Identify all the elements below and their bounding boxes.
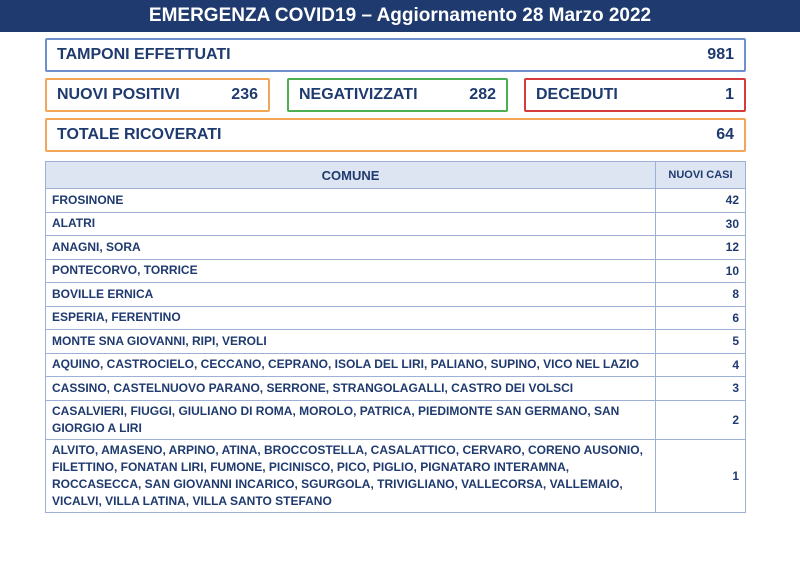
- table-row: [46, 377, 746, 401]
- comune-cell: CASALVIERI, FIUGGI, GIULIANO DI ROMA, MOROLO, PATRICA, PIEDIMONTE SAN GERMANO, SAN GIORGIO A LIRI: [46, 400, 656, 439]
- nuovi-casi-cell: 10: [656, 259, 746, 283]
- deceduti-value: 1: [725, 86, 734, 103]
- nuovi-positivi-value: 236: [231, 86, 258, 103]
- table-header-row: [46, 162, 746, 189]
- table-row: [46, 353, 746, 377]
- cases-table: [45, 161, 746, 513]
- nuovi-positivi-label: NUOVI POSITIVI: [57, 86, 180, 103]
- table-row: [46, 400, 746, 439]
- nuovi-casi-cell: 30: [656, 212, 746, 236]
- comune-cell: ALVITO, AMASENO, ARPINO, ATINA, BROCCOSTELLA, CASALATTICO, CERVARO, CORENO AUSONIO, FILETTINO, FONATAN LIRI, FUMONE, PICINISCO, PICO, PIGLIO, PIGNATARO INTERAMNA, ROCCASECCA, SAN GIOVANNI INCARICO, SGURGOLA, TRIVIGLIANO, VALLECORSA, VALLEMAIO, VICALVI, VILLA LATINA, VILLA SANTO STEFANO: [46, 439, 656, 512]
- page-title: EMERGENZA COVID19 – Aggiornamento 28 Marzo 2022: [0, 0, 800, 32]
- nuovi-casi-cell: 3: [656, 377, 746, 401]
- table-row: [46, 306, 746, 330]
- comune-cell: FROSINONE: [46, 189, 656, 213]
- column-header-comune: COMUNE: [46, 162, 656, 189]
- comune-cell: BOVILLE ERNICA: [46, 283, 656, 307]
- negativizzati-box: [287, 78, 508, 112]
- table-row: [46, 236, 746, 260]
- nuovi-casi-cell: 12: [656, 236, 746, 260]
- table-row: [46, 189, 746, 213]
- comune-cell: ALATRI: [46, 212, 656, 236]
- deceduti-label: DECEDUTI: [536, 86, 618, 103]
- table-row: [46, 283, 746, 307]
- nuovi-casi-cell: 1: [656, 439, 746, 512]
- column-header-nuovi-casi: NUOVI CASI: [656, 162, 746, 189]
- comune-cell: ANAGNI, SORA: [46, 236, 656, 260]
- comune-cell: AQUINO, CASTROCIELO, CECCANO, CEPRANO, ISOLA DEL LIRI, PALIANO, SUPINO, VICO NEL LAZIO: [46, 353, 656, 377]
- comune-cell: ESPERIA, FERENTINO: [46, 306, 656, 330]
- nuovi-positivi-box: [45, 78, 270, 112]
- tamponi-value: 981: [707, 46, 734, 63]
- deceduti-box: [524, 78, 746, 112]
- nuovi-casi-cell: 42: [656, 189, 746, 213]
- negativizzati-value: 282: [469, 86, 496, 103]
- negativizzati-label: NEGATIVIZZATI: [299, 86, 418, 103]
- table-row: [46, 259, 746, 283]
- tamponi-label: TAMPONI EFFETTUATI: [57, 46, 231, 63]
- totale-ricoverati-box: [45, 118, 746, 152]
- nuovi-casi-cell: 5: [656, 330, 746, 354]
- table-row: [46, 212, 746, 236]
- tamponi-box: [45, 38, 746, 72]
- totale-ricoverati-value: 64: [716, 126, 734, 143]
- comune-cell: MONTE SNA GIOVANNI, RIPI, VEROLI: [46, 330, 656, 354]
- nuovi-casi-cell: 2: [656, 400, 746, 439]
- nuovi-casi-cell: 6: [656, 306, 746, 330]
- totale-ricoverati-label: TOTALE RICOVERATI: [57, 126, 222, 143]
- nuovi-casi-cell: 4: [656, 353, 746, 377]
- nuovi-casi-cell: 8: [656, 283, 746, 307]
- comune-cell: CASSINO, CASTELNUOVO PARANO, SERRONE, STRANGOLAGALLI, CASTRO DEI VOLSCI: [46, 377, 656, 401]
- comune-cell: PONTECORVO, TORRICE: [46, 259, 656, 283]
- table-row: [46, 330, 746, 354]
- table-row: [46, 439, 746, 512]
